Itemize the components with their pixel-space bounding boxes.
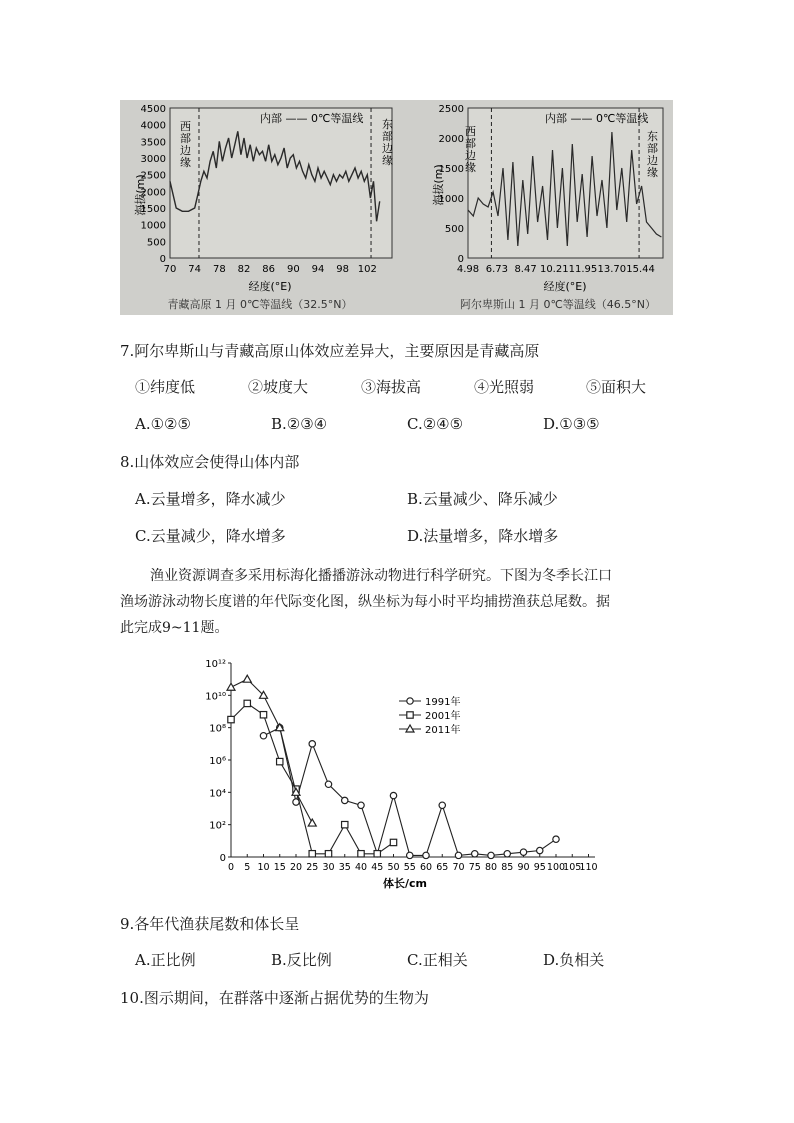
q8-option-d[interactable]: D.法量增多，降水增多 <box>407 527 559 545</box>
x-tick-label: 110 <box>579 862 598 873</box>
data-point <box>407 698 413 704</box>
x-tick-label: 90 <box>517 862 530 873</box>
y-tick-label: 10¹² <box>205 659 226 670</box>
y-tick-label: 2500 <box>438 104 464 115</box>
data-point <box>423 852 429 858</box>
legend-text: 内部 —— 0℃等温线 <box>260 112 364 125</box>
chart-tibet <box>133 104 393 311</box>
y-tick-label: 3500 <box>140 137 166 149</box>
q7-option-a[interactable]: A.①②⑤ <box>135 415 191 433</box>
x-tick-label: 78 <box>212 264 226 275</box>
chart-title: 青藏高原 1 月 0℃等温线（32.5°N） <box>167 298 353 311</box>
y-tick-label: 2500 <box>140 170 166 182</box>
q9-option-d[interactable]: D.负相关 <box>543 951 605 969</box>
q9-option-c[interactable]: C.正相关 <box>407 951 468 969</box>
west-edge-label: 西部边缘 <box>465 125 476 174</box>
x-tick-label: 30 <box>322 862 335 873</box>
y-tick-label: 4000 <box>140 120 166 132</box>
x-tick-label: 15 <box>273 862 286 873</box>
data-point <box>342 797 348 803</box>
y-tick-label: 4500 <box>140 104 166 115</box>
x-tick-label: 80 <box>484 862 498 873</box>
y-tick-label: 1000 <box>438 194 464 205</box>
x-tick-label: 65 <box>436 862 449 873</box>
x-tick-label: 8.47 <box>514 264 537 275</box>
question-7-stem: 7.阿尔卑斯山与青藏高原山体效应差异大，主要原因是青藏高原 <box>120 342 540 360</box>
q9-option-b[interactable]: B.反比例 <box>271 951 332 969</box>
data-point <box>553 836 559 842</box>
x-tick-label: 100 <box>546 862 566 873</box>
data-point <box>325 781 331 787</box>
x-tick-label: 86 <box>262 264 276 275</box>
data-point <box>358 851 364 857</box>
q9-option-a[interactable]: A.正比例 <box>135 951 196 969</box>
question-10-stem: 10.图示期间，在群落中逐渐占据优势的生物为 <box>120 989 429 1007</box>
y-tick-label: 10⁸ <box>209 723 226 735</box>
y-tick-label: 0 <box>457 254 464 265</box>
data-point <box>455 852 461 858</box>
isotherm-charts <box>120 100 673 315</box>
q7-item-2: ②坡度大 <box>248 378 309 396</box>
data-point <box>439 802 445 808</box>
data-point <box>309 851 315 857</box>
y-tick-label: 1500 <box>140 204 166 215</box>
x-axis-label: 体长/cm <box>383 877 427 890</box>
data-point <box>260 733 266 739</box>
x-tick-label: 5 <box>244 862 251 873</box>
x-axis-label: 经度(°E) <box>543 280 587 293</box>
y-tick-label: 2000 <box>438 134 464 145</box>
y-tick-label: 10² <box>209 820 226 832</box>
legend-text: 内部 —— 0℃等温线 <box>545 112 649 125</box>
x-tick-label: 70 <box>163 264 177 275</box>
y-tick-label: 1500 <box>438 164 464 175</box>
q7-item-4: ④光照弱 <box>474 378 535 396</box>
east-edge-label: 东部边缘 <box>382 118 393 167</box>
q8-option-b[interactable]: B.云量减少、降乐减少 <box>407 490 558 508</box>
x-tick-label: 45 <box>371 862 384 873</box>
x-tick-label: 102 <box>357 264 377 275</box>
passage-line-2: 渔场游泳动物长度谱的年代际变化图，纵坐标为每小时平均捕捞渔获总尾数。据 <box>120 594 610 610</box>
y-tick-label: 10¹⁰ <box>205 691 226 703</box>
y-tick-label: 1000 <box>140 220 166 232</box>
passage-line-1: 渔业资源调查多采用标海化播播游泳动物进行科学研究。下图为冬季长江口 <box>150 568 612 584</box>
x-tick-label: 50 <box>387 862 400 873</box>
x-tick-label: 6.73 <box>485 264 509 275</box>
x-tick-label: 10 <box>257 862 270 873</box>
data-point <box>325 851 331 857</box>
x-tick-label: 25 <box>306 862 319 873</box>
x-tick-label: 74 <box>188 264 202 275</box>
data-point <box>520 849 526 855</box>
y-tick-label: 10⁶ <box>209 756 226 767</box>
y-axis-label: 海拔(m) <box>134 174 147 216</box>
chart-title: 阿尔卑斯山 1 月 0℃等温线（46.5°N） <box>459 298 657 311</box>
x-tick-label: 105 <box>563 862 582 873</box>
x-tick-label: 20 <box>289 862 303 873</box>
photo-figure <box>120 100 673 315</box>
q7-option-b[interactable]: B.②③④ <box>271 415 328 433</box>
x-tick-label: 35 <box>338 862 351 873</box>
data-point <box>390 839 396 845</box>
x-tick-label: 15.44 <box>626 264 655 275</box>
x-tick-label: 94 <box>311 264 325 275</box>
y-tick-label: 500 <box>444 224 464 235</box>
q8-option-c[interactable]: C.云量减少，降水增多 <box>135 527 286 545</box>
legend-label: 2011年 <box>425 725 461 736</box>
x-tick-label: 75 <box>468 862 481 873</box>
x-axis-label: 经度(°E) <box>248 280 292 293</box>
x-tick-label: 10.21 <box>539 264 569 275</box>
data-point <box>308 819 316 826</box>
x-tick-label: 13.70 <box>597 264 627 275</box>
q7-option-c[interactable]: C.②④⑤ <box>407 415 464 433</box>
data-point <box>358 802 364 808</box>
passage-line-3: 此完成9~11题。 <box>120 620 229 636</box>
length-spectrum-chart <box>195 655 605 895</box>
q7-item-3: ③海拔高 <box>361 378 422 396</box>
y-tick-label: 0 <box>159 254 166 265</box>
data-point <box>407 712 413 718</box>
x-tick-label: 70 <box>452 862 465 873</box>
west-edge-label: 西部边缘 <box>180 120 191 169</box>
data-point <box>342 821 348 827</box>
x-tick-label: 95 <box>533 862 546 873</box>
x-tick-label: 55 <box>403 862 416 873</box>
data-point <box>472 851 478 857</box>
data-point <box>374 851 380 857</box>
series-line <box>231 679 312 823</box>
q8-option-a[interactable]: A.云量增多，降水减少 <box>135 490 286 508</box>
chart-alps <box>431 104 663 311</box>
question-8-stem: 8.山体效应会使得山体内部 <box>120 453 300 471</box>
length-spectrum-svg <box>195 655 605 895</box>
x-tick-label: 98 <box>336 264 350 275</box>
x-tick-label: 0 <box>227 862 235 873</box>
y-tick-label: 0 <box>219 853 226 864</box>
x-tick-label: 82 <box>237 264 251 275</box>
east-edge-label: 东部边缘 <box>647 130 658 179</box>
x-tick-label: 60 <box>419 862 433 873</box>
data-point <box>309 741 315 747</box>
data-point <box>227 683 235 690</box>
y-axis-label: 海拔(m) <box>432 164 445 206</box>
q7-option-d[interactable]: D.①③⑤ <box>543 415 600 433</box>
data-point <box>488 852 494 858</box>
data-point <box>407 852 413 858</box>
legend-label: 2001年 <box>425 711 461 722</box>
data-point <box>260 712 266 718</box>
y-tick-label: 10⁴ <box>209 788 226 800</box>
data-point <box>504 851 510 857</box>
x-tick-label: 40 <box>354 862 368 873</box>
q7-item-5: ⑤面积大 <box>586 378 647 396</box>
q7-item-1: ①纬度低 <box>135 378 196 396</box>
x-tick-label: 85 <box>501 862 514 873</box>
x-tick-label: 4.98 <box>456 264 480 275</box>
data-point <box>244 700 250 706</box>
data-point <box>228 716 234 722</box>
x-tick-label: 11.95 <box>568 264 598 275</box>
y-tick-label: 2000 <box>140 187 166 199</box>
y-tick-label: 500 <box>146 237 166 249</box>
question-9-stem: 9.各年代渔获尾数和体长呈 <box>120 915 300 933</box>
legend-label: 1991年 <box>425 697 461 708</box>
series-line <box>231 703 394 853</box>
x-tick-label: 90 <box>286 264 300 275</box>
data-point <box>537 847 543 853</box>
data-point <box>243 675 251 682</box>
y-tick-label: 3000 <box>140 154 166 165</box>
data-point <box>390 792 396 798</box>
data-point <box>277 758 283 764</box>
